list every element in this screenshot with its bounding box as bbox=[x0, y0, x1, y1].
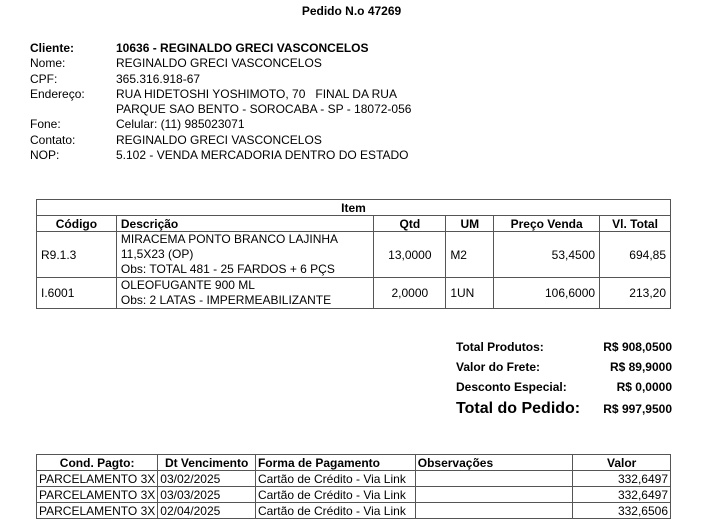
customer-row bbox=[30, 56, 411, 71]
description-line: 11,5X23 (OP) bbox=[120, 247, 194, 261]
table-row bbox=[37, 278, 671, 309]
item-price: 106,6000 bbox=[494, 278, 600, 309]
customer-row bbox=[30, 87, 411, 102]
column-header: Forma de Pagamento bbox=[255, 455, 415, 471]
frete-value: R$ 89,9000 bbox=[609, 360, 672, 374]
order-title: Pedido N.o 47269 bbox=[301, 4, 402, 18]
total-produtos-label: Total Produtos: bbox=[456, 340, 544, 354]
table-row bbox=[37, 487, 671, 503]
forma-pagamento: Cartão de Crédito - Via Link bbox=[255, 471, 415, 487]
table-row bbox=[37, 503, 671, 519]
field-value: REGINALDO GRECI VASCONCELOS bbox=[116, 132, 322, 147]
customer-row bbox=[30, 148, 411, 163]
item-total: 694,85 bbox=[600, 232, 671, 278]
field-label: Nome: bbox=[30, 56, 66, 71]
column-header: Cond. Pagto: bbox=[37, 455, 158, 471]
items-header-row bbox=[37, 216, 671, 232]
column-header: Preço Venda bbox=[494, 216, 600, 232]
item-description bbox=[116, 232, 374, 278]
field-label: Contato: bbox=[30, 132, 76, 147]
total-pedido-row bbox=[456, 400, 672, 424]
total-produtos-row bbox=[456, 340, 672, 360]
cond-pagto: PARCELAMENTO 3X bbox=[37, 487, 158, 503]
column-header: Qtd bbox=[374, 216, 446, 232]
item-total: 213,20 bbox=[600, 278, 671, 309]
total-produtos-value: R$ 908,0500 bbox=[603, 340, 672, 354]
item-unit: M2 bbox=[446, 232, 494, 278]
observacoes bbox=[415, 487, 573, 503]
table-row bbox=[37, 471, 671, 487]
cond-pagto: PARCELAMENTO 3X bbox=[37, 503, 158, 519]
description-line: OLEOFUGANTE 900 ML bbox=[120, 278, 255, 292]
customer-row bbox=[30, 102, 411, 117]
field-value: 365.316.918-67 bbox=[116, 71, 201, 86]
totals-block bbox=[456, 340, 672, 424]
field-value: 10636 - REGINALDO GRECI VASCONCELOS bbox=[116, 41, 369, 55]
field-value: REGINALDO GRECI VASCONCELOS bbox=[116, 56, 322, 71]
total-pedido-value: R$ 997,9500 bbox=[603, 402, 672, 416]
item-qty: 13,0000 bbox=[374, 232, 446, 278]
column-header: Dt Vencimento bbox=[158, 455, 256, 471]
column-header: Descrição bbox=[116, 216, 374, 232]
field-label: CPF: bbox=[30, 71, 58, 86]
items-section-title: Item bbox=[37, 200, 671, 216]
customer-row bbox=[30, 133, 411, 148]
item-description bbox=[116, 278, 374, 309]
field-value: PARQUE SAO BENTO - SOROCABA - SP - 18072-056 bbox=[116, 102, 412, 117]
frete-row bbox=[456, 360, 672, 380]
payments-header-row bbox=[37, 455, 671, 471]
field-label: Cliente: bbox=[30, 41, 75, 55]
dt-vencimento: 03/03/2025 bbox=[158, 487, 256, 503]
item-price: 53,4500 bbox=[494, 232, 600, 278]
desconto-value: R$ 0,0000 bbox=[616, 380, 672, 394]
frete-label: Valor do Frete: bbox=[456, 360, 541, 374]
description-line: Obs: TOTAL 481 - 25 FARDOS + 6 PÇS bbox=[120, 262, 335, 276]
field-value: 5.102 - VENDA MERCADORIA DENTRO DO ESTADO bbox=[116, 148, 409, 163]
item-code: I.6001 bbox=[37, 278, 117, 309]
customer-row bbox=[30, 72, 411, 87]
table-row bbox=[37, 232, 671, 278]
customer-info bbox=[30, 41, 411, 163]
customer-row bbox=[30, 41, 411, 56]
field-label: Endereço: bbox=[30, 86, 85, 101]
column-header: Código bbox=[37, 216, 117, 232]
total-pedido-label: Total do Pedido: bbox=[456, 400, 581, 417]
desconto-row bbox=[456, 380, 672, 400]
cond-pagto: PARCELAMENTO 3X bbox=[37, 471, 158, 487]
dt-vencimento: 02/04/2025 bbox=[158, 503, 256, 519]
column-header: Vl. Total bbox=[600, 216, 671, 232]
field-value: Celular: (11) 985023071 bbox=[116, 117, 245, 132]
observacoes bbox=[415, 503, 573, 519]
field-label: Fone: bbox=[30, 117, 61, 132]
desconto-label: Desconto Especial: bbox=[456, 380, 567, 394]
field-value: RUA HIDETOSHI YOSHIMOTO, 70 FINAL DA RUA bbox=[116, 86, 397, 101]
column-header: Observações bbox=[415, 455, 573, 471]
field-label bbox=[30, 102, 116, 117]
column-header: UM bbox=[446, 216, 494, 232]
dt-vencimento: 03/02/2025 bbox=[158, 471, 256, 487]
description-line: MIRACEMA PONTO BRANCO LAJINHA bbox=[120, 232, 339, 246]
item-unit: 1UN bbox=[446, 278, 494, 309]
observacoes bbox=[415, 471, 573, 487]
valor: 332,6497 bbox=[573, 471, 671, 487]
column-header: Valor bbox=[573, 455, 671, 471]
forma-pagamento: Cartão de Crédito - Via Link bbox=[255, 487, 415, 503]
items-table bbox=[36, 199, 671, 309]
payments-table bbox=[36, 454, 671, 519]
valor: 332,6497 bbox=[573, 487, 671, 503]
item-qty: 2,0000 bbox=[374, 278, 446, 309]
valor: 332,6506 bbox=[573, 503, 671, 519]
description-line: Obs: 2 LATAS - IMPERMEABILIZANTE bbox=[120, 293, 332, 307]
forma-pagamento: Cartão de Crédito - Via Link bbox=[255, 503, 415, 519]
field-label: NOP: bbox=[30, 148, 60, 163]
item-code: R9.1.3 bbox=[37, 232, 117, 278]
customer-row bbox=[30, 117, 411, 132]
